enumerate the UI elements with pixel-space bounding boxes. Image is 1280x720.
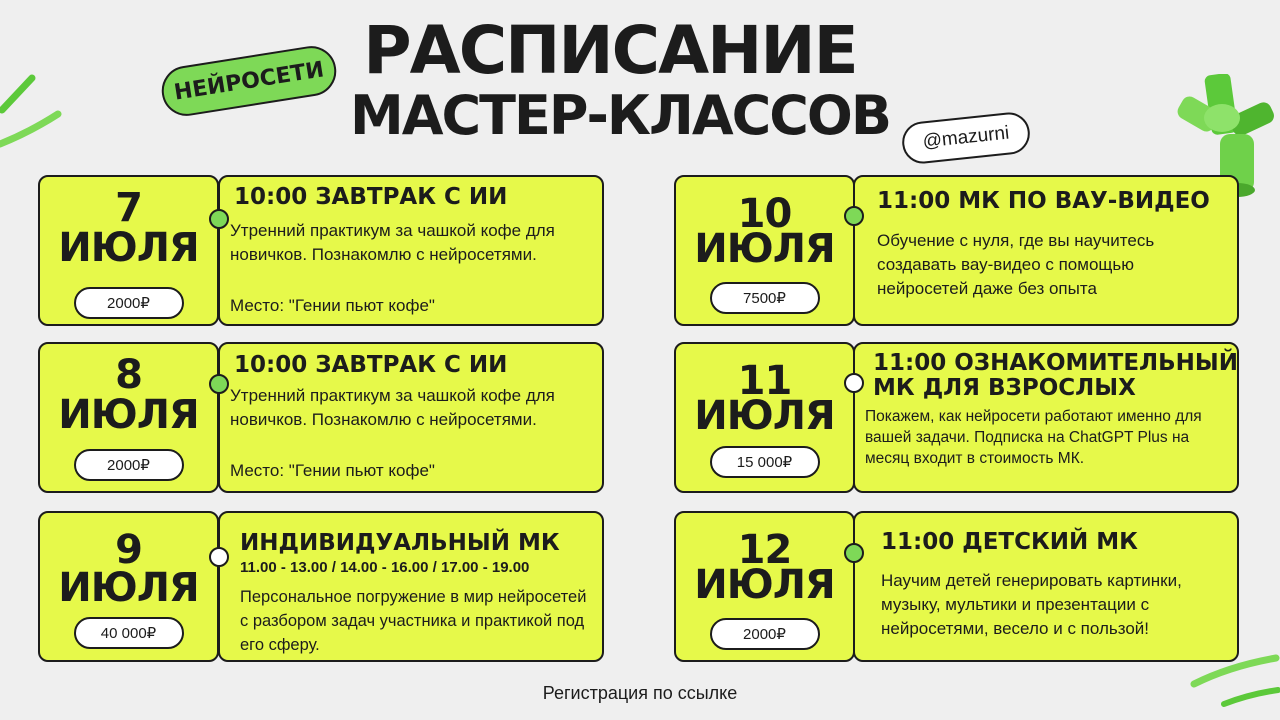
event-day: 12 [737,527,792,573]
timeline-dot-icon [209,374,229,394]
timeline-dot-icon [209,547,229,567]
event-day: 10 [737,191,792,237]
event-description: Персональное погружение в мир нейросетей с разбором задач участника и практикой под его сферу. [240,588,587,654]
event-info-card[interactable] [853,342,1239,493]
event-description: Покажем, как нейросети работают именно для вашей задачи. Подписка на ChatGPT Plus на месяц входит в стоимость МК. [865,408,1202,467]
event-time-slots: 11.00 - 13.00 / 14.00 - 16.00 / 17.00 - 19.00 [240,559,530,576]
event-date-card [674,342,855,493]
event-date-card [38,511,219,662]
event-month: ИЮЛЯ [58,225,199,271]
event-day: 9 [115,527,142,573]
event-date-card [674,175,855,326]
event-title: ИНДИВИДУАЛЬНЫЙ МК [240,530,560,556]
event-info-card[interactable] [853,175,1239,326]
timeline-dot-icon [844,206,864,226]
event-description: Научим детей генерировать картинки, музыку, мультики и презентации с нейросетями, весело и с пользой! [881,571,1182,638]
event-place: Место: "Гении пьют кофе" [230,296,435,315]
event-description: Обучение с нуля, где вы научитесь создавать вау-видео с помощью нейросетей даже без опыта [877,231,1155,298]
event-price-badge: 7500₽ [710,282,820,314]
event-month: ИЮЛЯ [694,393,835,439]
event-date-card [38,175,219,326]
event-price-badge: 2000₽ [74,287,184,319]
event-info-card[interactable] [853,511,1239,662]
timeline-dot-icon [209,209,229,229]
event-place: Место: "Гении пьют кофе" [230,461,435,480]
event-title-line1: 11:00 ОЗНАКОМИТЕЛЬНЫЙ [873,350,1239,376]
page-title-line2: МАСТЕР-КЛАССОВ [350,84,890,147]
event-day: 7 [115,185,142,231]
event-title: 11:00 МК ПО ВАУ-ВИДЕО [877,188,1210,214]
page-title-line1: РАСПИСАНИЕ [363,12,857,89]
event-price-badge: 2000₽ [74,449,184,481]
event-month: ИЮЛЯ [694,226,835,272]
author-handle-badge[interactable]: @mazurni [900,110,1032,165]
event-month: ИЮЛЯ [694,562,835,608]
event-title-line2: МК ДЛЯ ВЗРОСЛЫХ [873,375,1136,401]
event-day: 8 [115,352,142,398]
green-streaks-left-decoration [0,70,70,150]
event-date-card [674,511,855,662]
event-description: Утренний практикум за чашкой кофе для новичков. Познакомлю с нейросетями. [230,221,555,264]
event-month: ИЮЛЯ [58,392,199,438]
event-price-badge: 15 000₽ [710,446,820,478]
event-title: 10:00 ЗАВТРАК С ИИ [234,352,508,378]
timeline-dot-icon [844,543,864,563]
event-date-card [38,342,219,493]
event-info-card[interactable] [218,342,604,493]
timeline-dot-icon [844,373,864,393]
event-info-card[interactable] [218,175,604,326]
event-day: 11 [737,358,792,404]
event-month: ИЮЛЯ [58,565,199,611]
event-description: Утренний практикум за чашкой кофе для новичков. Познакомлю с нейросетями. [230,386,555,429]
event-title: 10:00 ЗАВТРАК С ИИ [234,184,508,210]
event-price-badge: 40 000₽ [74,617,184,649]
event-price-badge: 2000₽ [710,618,820,650]
event-title: 11:00 ДЕТСКИЙ МК [881,529,1138,555]
topic-tag: НЕЙРОСЕТИ [158,43,340,120]
event-info-card[interactable] [218,511,604,662]
registration-link[interactable]: Регистрация по ссылке [542,683,738,703]
